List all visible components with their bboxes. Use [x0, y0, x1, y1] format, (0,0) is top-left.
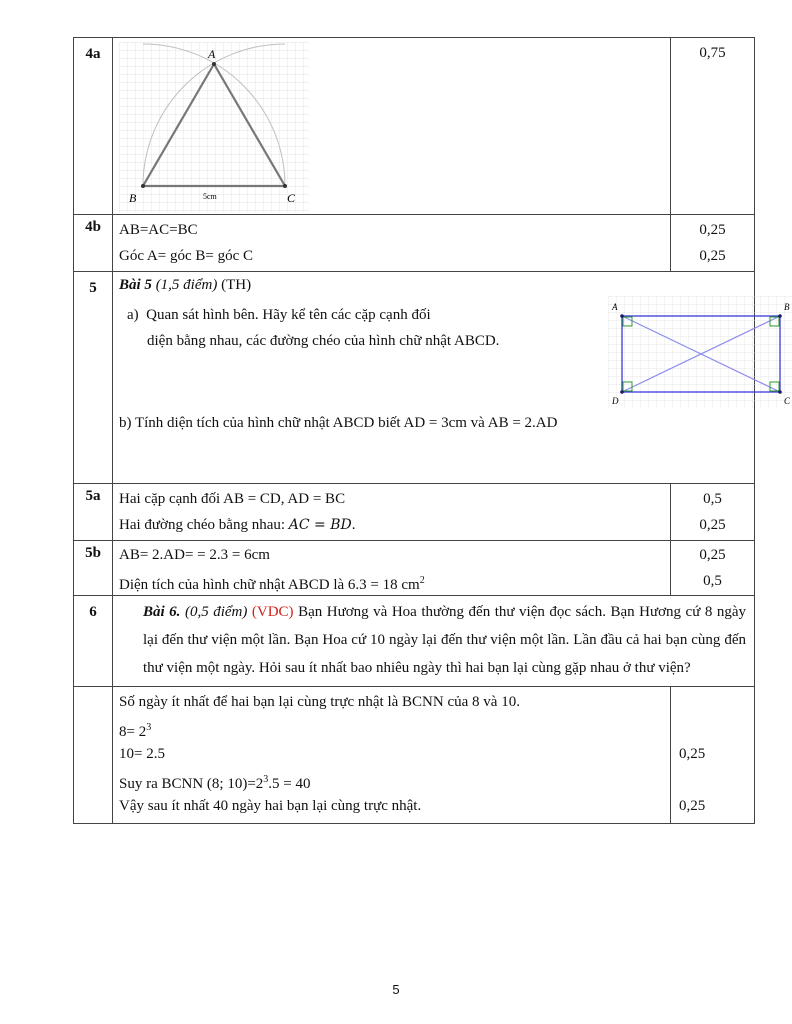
- score-cell: [671, 484, 755, 541]
- answer-line: Hai cặp cạnh đối AB = CD, AD = BC: [119, 491, 346, 507]
- question-heading: Bài 5 (1,5 điểm) (TH): [119, 277, 252, 293]
- vertex-label-c: C: [287, 191, 296, 205]
- row-label: 6: [74, 596, 113, 687]
- row-5b: [74, 541, 755, 596]
- question-text: Bài 6. (0,5 điểm) (VDC) Bạn Hương và Hoa thường đến thư viện đọc sách. Bạn Hương cứ 8 ngày lại đến thư viện một lần. Bạn Hoa cứ 10 ngày lại đến thư viện một lần. Lần đầu cả hai bạn cùng đến thư viện một ngày. Hỏi sau ít nhất bao nhiêu ngày thì hai bạn lại cùng gặp nhau ở thư viện?: [143, 604, 747, 676]
- score: 0,25: [679, 798, 706, 814]
- row-label: 5b: [74, 541, 113, 596]
- answer-line: Diện tích của hình chữ nhật ABCD là 6.3 = 18 $cm^2$: [119, 575, 425, 593]
- triangle-figure: [119, 42, 309, 212]
- vertex-label-d: D: [612, 396, 619, 406]
- row-label: 4b: [74, 215, 113, 272]
- row-4b: [74, 215, 755, 272]
- part-a-line2: diện bằng nhau, các đường chéo của hình chữ nhật ABCD.: [147, 333, 500, 349]
- part-b-line: b) Tính diện tích của hình chữ nhật ABCD biết AD = 3cm và AB = 2.AD: [119, 415, 558, 431]
- score: 0,75: [699, 45, 726, 61]
- answer-table: [73, 37, 791, 824]
- score: 0,25: [679, 746, 706, 762]
- vertex-label-b: B: [784, 302, 790, 312]
- vertex-label-a: A: [208, 47, 216, 61]
- row-4a: [74, 38, 755, 215]
- row-6-answer: [74, 687, 755, 824]
- score-cell: [671, 541, 755, 596]
- base-length-label: 5cm: [203, 192, 217, 201]
- answer-line: $8= 2^3$: [119, 722, 152, 740]
- page-number: 5: [392, 982, 400, 997]
- content-cell: [113, 687, 671, 824]
- row-label: 5a: [74, 484, 113, 541]
- row-5: [74, 272, 755, 484]
- rectangle-figure: [608, 296, 792, 408]
- row-6: [74, 596, 755, 687]
- row-5a: [74, 484, 755, 541]
- score-cell: [671, 215, 755, 272]
- answer-line: Suy ra BCNN (8; $10)=2^3.5 = 40$: [119, 774, 311, 792]
- content-cell: [113, 215, 671, 272]
- answer-line: Vậy sau ít nhất 40 ngày hai bạn lại cùng trực nhật.: [119, 798, 422, 814]
- answer-line: Góc A= góc B= góc C: [119, 248, 253, 264]
- question-cell: [113, 596, 755, 687]
- row-label: [74, 687, 113, 824]
- part-a-line1: a) Quan sát hình bên. Hãy kể tên các cặp cạnh đối: [127, 307, 431, 323]
- answer-line: Hai đường chéo bằng nhau: AC = BD.: [119, 517, 356, 533]
- score: 0,25: [699, 517, 726, 533]
- score: 0,25: [699, 248, 726, 264]
- score: 0,25: [699, 222, 726, 238]
- row-label: 4a: [74, 38, 113, 215]
- score-cell: [671, 38, 755, 215]
- answer-line: AB=AC=BC: [119, 222, 198, 238]
- content-cell: [113, 484, 671, 541]
- content-cell: [113, 38, 671, 215]
- question-cell: [113, 272, 791, 484]
- score: 0,5: [703, 491, 722, 507]
- vertex-label-a: A: [612, 302, 618, 312]
- vertex-label-c: C: [784, 396, 791, 406]
- score: 0,25: [699, 547, 726, 563]
- answer-line: AB= 2.AD= = 2.3 = 6cm: [119, 547, 270, 563]
- content-cell: [113, 541, 671, 596]
- score-cell: [671, 687, 755, 824]
- answer-line: Số ngày ít nhất để hai bạn lại cùng trực nhật là BCNN của 8 và 10.: [119, 694, 520, 710]
- answer-line: 10= 2.5: [119, 746, 165, 762]
- score: 0,5: [703, 573, 722, 589]
- row-label: 5: [74, 272, 113, 484]
- vertex-label-b: B: [129, 191, 137, 205]
